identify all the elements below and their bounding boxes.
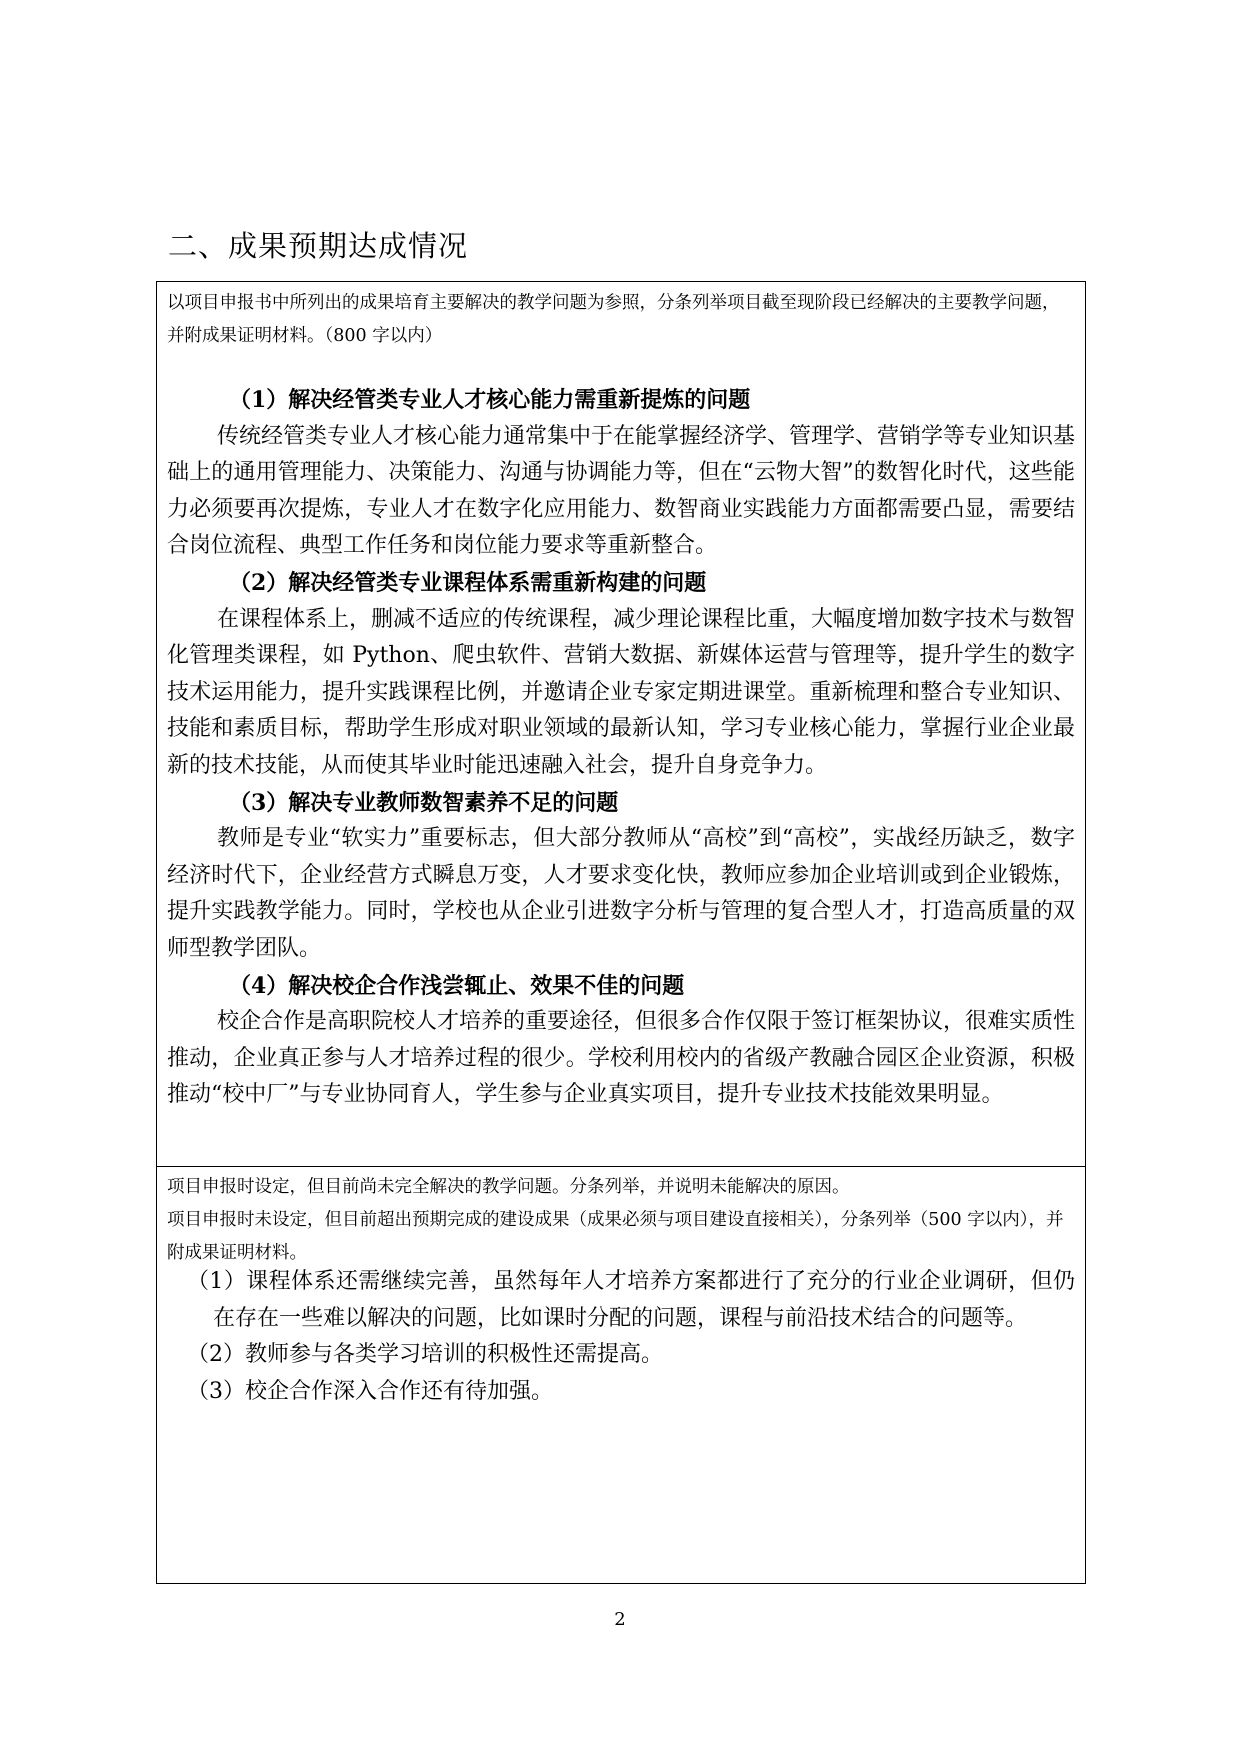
prompt-line-extra-results: 项目申报时未设定，但目前超出预期完成的建设成果（成果必须与项目建设直接相关），分条列举（500 字以内），并附成果证明材料。 [167, 1210, 1064, 1263]
section-title: 二、成果预期达成情况 [168, 229, 469, 263]
unresolved-problems-box [156, 1166, 1086, 1584]
item-paragraph: 传统经管类专业人才核心能力通常集中于在能掌握经济学、管理学、营销学等专业知识基础上的通用管理能力、决策能力、沟通与协调能力等，但在“云物大智”的数智化时代，这些能力必须要再次提炼，专业人才在数字化应用能力、数智商业实践能力方面都需要凸显，需要结合岗位流程、典型工作任务和岗位能力要求等重新整合。 [167, 423, 1076, 559]
list-item: （3）校企合作深入合作还有待加强。 [187, 1378, 553, 1404]
list-item: （1）课程体系还需继续完善，虽然每年人才培养方案都进行了充分的行业企业调研，但仍在存在一些难以解决的问题，比如课时分配的问题，课程与前沿技术结合的问题等。 [187, 1269, 1075, 1331]
prompt-line-unresolved: 项目申报时设定，但目前尚未完全解决的教学问题。分条列举，并说明未能解决的原因。 [167, 1177, 850, 1197]
list-item: （2）教师参与各类学习培训的积极性还需提高。 [187, 1342, 663, 1368]
item-paragraph: 校企合作是高职院校人才培养的重要途径，但很多合作仅限于签订框架协议，很难实质性推动，企业真正参与人才培养过程的很少。学校利用校内的省级产教融合园区企业资源，积极推动“校中厂”与专业协同育人，学生参与企业真实项目，提升专业技术技能效果明显。 [167, 1009, 1076, 1108]
item-heading: （2）解决经管类专业课程体系需重新构建的问题 [229, 569, 707, 596]
unresolved-problems-prompt [167, 1171, 1075, 1270]
item-heading: （4）解决校企合作浅尝辄止、效果不佳的问题 [229, 972, 685, 999]
item-heading: （3）解决专业教师数智素养不足的问题 [229, 789, 619, 816]
item-paragraph: 在课程体系上，删减不适应的传统课程，减少理论课程比重，大幅度增加数字技术与数智化管理类课程，如 Python、爬虫软件、营销大数据、新媒体运营与管理等，提升学生的数字技术运用能力，提升实践课程比例，并邀请企业专家定期进课堂。重新梳理和整合专业知识、技能和素质目标，帮助学生形成对职业领域的最新认知，学习专业核心能力，掌握行业企业最新的技术技能，从而使其毕业时能迅速融入社会，提升自身竞争力。 [167, 606, 1076, 778]
achieved-results-body [167, 382, 1075, 1114]
item-paragraph: 教师是专业“软实力”重要标志，但大部分教师从“高校”到“高校”，实战经历缺乏，数字经济时代下，企业经营方式瞬息万变，人才要求变化快，教师应参加企业培训或到企业锻炼，提升实践教学能力。同时，学校也从企业引进数字分析与管理的复合型人才，打造高质量的双师型教学团队。 [167, 826, 1075, 961]
unresolved-problems-body [187, 1264, 1075, 1410]
achieved-results-box [156, 281, 1086, 1167]
achieved-results-prompt: 以项目申报书中所列出的成果培育主要解决的教学问题为参照，分条列举项目截至现阶段已经解决的主要教学问题，并附成果证明材料。（800 字以内） [167, 293, 1060, 346]
page-number: 2 [614, 1609, 626, 1630]
item-heading: （1）解决经管类专业人才核心能力需重新提炼的问题 [229, 387, 751, 413]
